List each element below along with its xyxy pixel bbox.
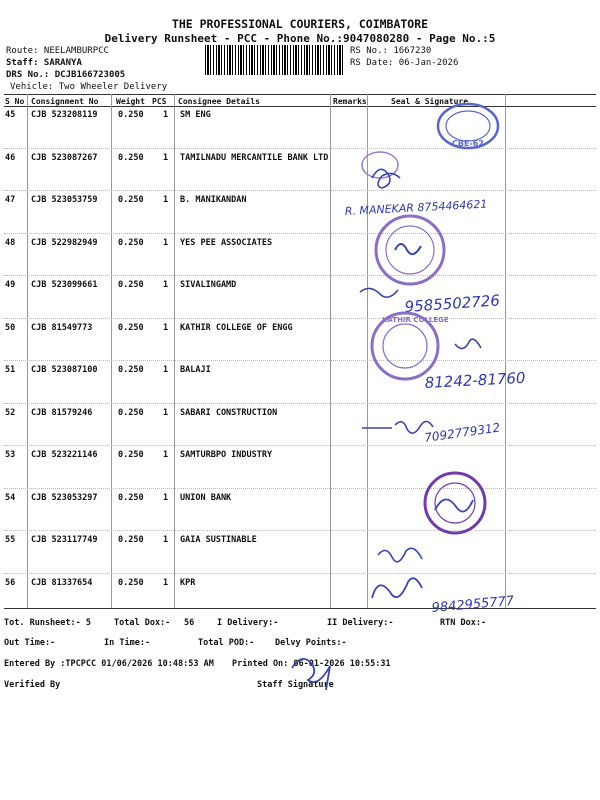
row-sno: 56 [5,578,16,588]
row-consignment-no: CJB 523053297 [31,493,98,503]
stamp-inner-ring [446,111,490,141]
printed-on: Printed On: 06-01-2026 10:55:31 [232,659,391,669]
table-header-border [4,106,596,107]
row-consignment-no: CJB 523099661 [31,280,98,290]
rs-no: RS No.: 1667230 [350,46,432,56]
signature-scribble [372,169,400,188]
verified-by: Verified By [4,680,61,690]
stamp-text: KATHIR COLLEGE [382,316,449,324]
row-consignee: GAIA SUSTINABLE [180,535,257,545]
row-pcs: 1 [163,450,169,460]
row-sno: 54 [5,493,16,503]
handwritten-note: 9585502726 [404,291,501,316]
doc-subtitle: Delivery Runsheet - PCC - Phone No.:9047080280 - Page No.:5 [104,32,496,45]
col-header-consignment: Consignment No [31,97,99,106]
row-pcs: 1 [163,238,169,248]
signature-scribble [435,499,473,511]
row-pcs: 1 [163,153,169,163]
stamp-seal [372,313,449,379]
row-consignee: UNION BANK [180,493,232,503]
signature-scribble [378,548,422,561]
row-weight: 0.250 [118,408,144,418]
drs-label: DRS No.: DCJB166723005 [6,70,126,80]
row-pcs: 1 [163,365,169,375]
row-divider [4,233,596,234]
col-header-sno: S No [5,97,25,106]
row-sno: 48 [5,238,16,248]
stamp-ring [438,104,498,148]
col-header-remarks: Remarks [333,97,367,106]
table-bottom-border [4,608,596,609]
row-weight: 0.250 [118,195,144,205]
row-sno: 50 [5,323,16,333]
row-consignment-no: CJB 523087267 [31,153,98,163]
stamp-seal [376,216,444,284]
row-consignee: BALAJI [180,365,211,375]
row-pcs: 1 [163,535,169,545]
row-pcs: 1 [163,408,169,418]
row-sno: 47 [5,195,16,205]
row-divider [4,530,596,531]
row-consignment-no: CJB 523117749 [31,535,98,545]
row-sno: 46 [5,153,16,163]
row-sno: 51 [5,365,16,375]
signature-scribble [395,244,421,254]
row-sno: 53 [5,450,16,460]
row-consignee: SABARI CONSTRUCTION [180,408,278,418]
handwritten-note: 81242-81760 [424,368,526,392]
delvy-points: Delvy Points:- [275,638,347,648]
row-weight: 0.250 [118,578,144,588]
row-divider [4,573,596,574]
i-delivery: I Delivery:- [217,618,279,628]
entered-by: Entered By :TPCPCC 01/06/2026 10:48:53 AM [4,659,214,669]
row-pcs: 1 [163,280,169,290]
row-pcs: 1 [163,493,169,503]
col-header-consignee: Consignee Details [178,97,260,106]
col-header-seal: Seal & Signature [391,97,469,106]
row-weight: 0.250 [118,110,144,120]
ii-delivery: II Delivery:- [327,618,394,628]
row-pcs: 1 [163,323,169,333]
row-consignment-no: CJB 81549773 [31,323,93,333]
handwritten-note: 9842955777 [431,593,515,616]
row-weight: 0.250 [118,323,144,333]
stamp-ring [376,216,444,284]
col-header-pcs: PCS [152,97,167,106]
row-sno: 49 [5,280,16,290]
total-pod: Total POD:- [198,638,255,648]
row-consignee: KATHIR COLLEGE OF ENGG [180,323,293,333]
row-consignment-no: CJB 523087100 [31,365,98,375]
total-dox-value: 56 [184,618,195,628]
vehicle-label: Vehicle: Two Wheeler Delivery [10,82,168,92]
row-consignee: KPR [180,578,196,588]
handwritten-note: 7092779312 [423,420,502,445]
stamp-inner-ring [383,324,427,368]
row-consignee: SIVALINGAMD [180,280,237,290]
row-weight: 0.250 [118,238,144,248]
rtn-dox: RTN Dox:- [440,618,487,628]
row-weight: 0.250 [118,535,144,545]
row-consignee: SM ENG [180,110,211,120]
row-consignment-no: CJB 523208119 [31,110,98,120]
row-pcs: 1 [163,578,169,588]
signature-scribble [372,578,422,598]
row-divider [4,275,596,276]
total-dox-label: Total Dox:- [114,618,171,628]
row-sno: 55 [5,535,16,545]
row-consignment-no: CJB 523053759 [31,195,98,205]
row-weight: 0.250 [118,280,144,290]
row-divider [4,190,596,191]
stamp-seal [425,473,485,533]
row-pcs: 1 [163,110,169,120]
row-consignee: SAMTURBPO INDUSTRY [180,450,273,460]
staff-label: Staff: SARANYA [6,58,82,68]
row-weight: 0.250 [118,365,144,375]
in-time: In Time:- [104,638,151,648]
stamp-ring [425,473,485,533]
stamp-seal [438,104,498,148]
row-consignment-no: CJB 522982949 [31,238,98,248]
out-time: Out Time:- [4,638,56,648]
doc-title: THE PROFESSIONAL COURIERS, COIMBATORE [171,17,429,31]
row-weight: 0.250 [118,450,144,460]
col-header-weight: Weight [116,97,145,106]
row-consignee: YES PEE ASSOCIATES [180,238,273,248]
tot-runsheet: Tot. Runsheet:- 5 [4,618,91,628]
barcode [205,45,345,75]
row-weight: 0.250 [118,153,144,163]
row-sno: 52 [5,408,16,418]
row-consignee: B. MANIKANDAN [180,195,247,205]
signature-scribble [360,288,398,297]
row-consignment-no: CJB 523221146 [31,450,98,460]
row-divider [4,488,596,489]
row-divider [4,360,596,361]
row-sno: 45 [5,110,16,120]
row-weight: 0.250 [118,493,144,503]
handwritten-note: R. MANEKAR 8754464621 [344,197,488,218]
row-divider [4,403,596,404]
stamp-text: CBE-62 [452,139,484,148]
stamp-ring [372,313,438,379]
row-divider [4,318,596,319]
rs-date: RS Date: 06-Jan-2026 [350,58,459,68]
row-consignment-no: CJB 81337654 [31,578,93,588]
signature-scribble [362,421,433,433]
table-top-border [4,94,596,95]
row-divider [4,445,596,446]
row-pcs: 1 [163,195,169,205]
staff-signature-label: Staff Signature [257,680,334,690]
stamp-inner-ring [435,483,475,523]
row-consignment-no: CJB 81579246 [31,408,93,418]
route-label: Route: NEELAMBURPCC [6,46,109,56]
signature-scribble [455,339,481,348]
row-divider [4,148,596,149]
row-consignee: TAMILNADU MERCANTILE BANK LTD [180,153,329,163]
